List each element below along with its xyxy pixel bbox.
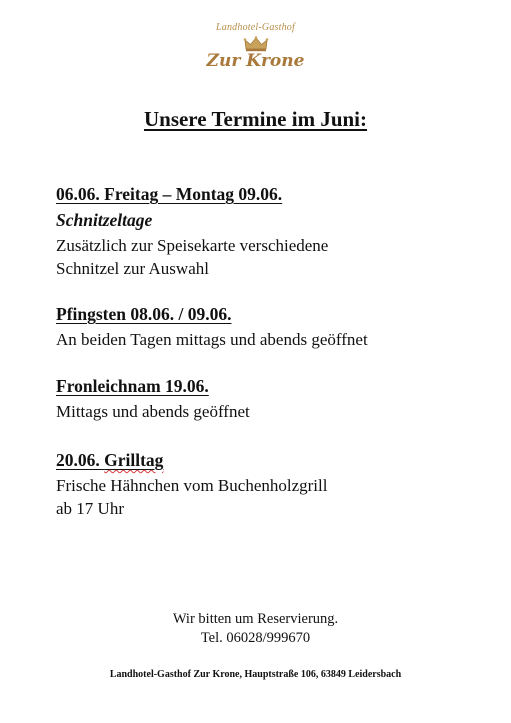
- event-heading: 06.06. Freitag – Montag 09.06.: [56, 184, 283, 204]
- event-heading: Fronleichnam 19.06.: [56, 376, 209, 396]
- event-heading: [56, 449, 486, 471]
- event-description: [56, 401, 486, 424]
- logo-text-bottom: Zur Krone: [206, 51, 305, 71]
- event-grilltag: [56, 449, 486, 520]
- event-schnitzeltage: [56, 183, 486, 280]
- event-description-line: Zusätzlich zur Speisekarte verschiedene: [56, 236, 329, 255]
- phone-number: Tel. 06028/999670: [200, 630, 311, 646]
- reservation-note: [0, 610, 511, 648]
- event-heading: Pfingsten 08.06. / 09.06.: [56, 304, 232, 324]
- event-description-line: Schnitzel zur Auswahl: [56, 258, 209, 278]
- event-subtitle: Schnitzeltage: [56, 210, 153, 230]
- event-description: [56, 475, 486, 520]
- event-description-line: Frische Hähnchen vom Buchenholzgrill: [56, 476, 328, 495]
- event-description-line: ab 17 Uhr: [56, 498, 124, 518]
- event-fronleichnam: [56, 375, 486, 424]
- event-heading-date: 20.06.: [56, 450, 105, 470]
- hotel-logo: [0, 22, 511, 70]
- event-heading-word: Grilltag: [104, 450, 164, 470]
- event-description-line: An beiden Tagen mittags und abends geöffnet: [56, 330, 368, 349]
- event-pfingsten: [56, 303, 486, 352]
- reservation-text: Wir bitten um Reservierung.: [172, 611, 339, 627]
- footer-address: Landhotel-Gasthof Zur Krone, Hauptstraße 106, 63849 Leidersbach: [109, 669, 402, 680]
- event-description-line: Mittags und abends geöffnet: [56, 402, 250, 421]
- page-title: Unsere Termine im Juni:: [143, 107, 368, 131]
- logo-text-top: Landhotel-Gasthof: [216, 22, 295, 33]
- event-description: [56, 329, 486, 352]
- event-description: [56, 235, 486, 280]
- crown-icon: [243, 36, 269, 52]
